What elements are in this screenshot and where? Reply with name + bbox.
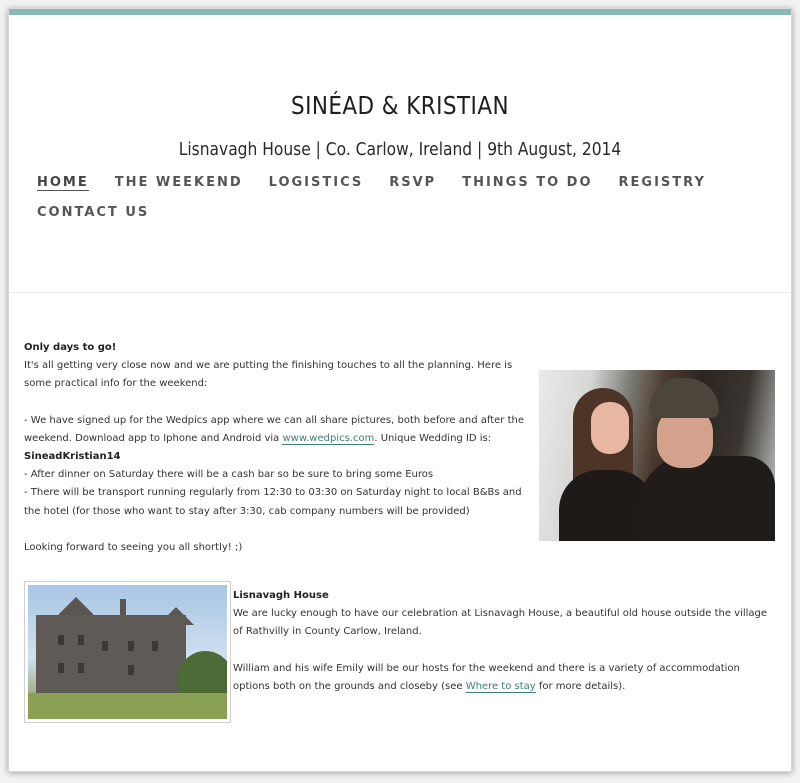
nav-things-to-do[interactable]: THINGS TO DO	[462, 175, 593, 190]
nav-contact-us[interactable]: CONTACT US	[37, 205, 150, 220]
closing-text: Looking forward to seeing you all shortly! ;)	[24, 541, 243, 553]
nav-the-weekend[interactable]: THE WEEKEND	[114, 175, 243, 190]
intro-section	[24, 339, 524, 557]
nav-home[interactable]: HOME	[37, 175, 89, 190]
intro-paragraph: It's all getting very close now and we are putting the finishing touches to all the planning. Here is some practical info for the weekend:	[24, 360, 513, 390]
site-title[interactable]: SINÉAD & KRISTIAN	[291, 91, 509, 120]
lisnavagh-paragraph-2: William and his wife Emily will be our hosts for the weekend and there is a variety of accommodation options both on the grounds and closeby (see Where to stay for more details).	[233, 662, 740, 692]
nav-registry[interactable]: REGISTRY	[618, 175, 706, 190]
nav-logistics[interactable]: LOGISTICS	[268, 175, 364, 190]
intro-heading: Only days to go!	[24, 342, 117, 353]
header-divider	[9, 292, 791, 293]
page	[8, 8, 792, 772]
wedpics-link[interactable]: www.wedpics.com	[282, 432, 375, 444]
where-to-stay-link[interactable]: Where to stay	[465, 680, 536, 692]
main-nav	[37, 175, 737, 235]
lisnavagh-heading: Lisnavagh House	[233, 590, 329, 601]
site-subtitle: Lisnavagh House | Co. Carlow, Ireland | 9th August, 2014	[178, 139, 622, 160]
nav-rsvp[interactable]: RSVP	[389, 175, 437, 190]
lisnavagh-house-photo	[24, 581, 231, 723]
lisnavagh-section	[233, 587, 778, 696]
lisnavagh-paragraph-1: We are lucky enough to have our celebration at Lisnavagh House, a beautiful old house outside the village of Rathvilly in County Carlow, Ireland.	[233, 608, 768, 638]
wedding-id: SineadKristian14	[24, 451, 121, 463]
accent-bar	[9, 9, 791, 15]
bullet-wedpics: - We have signed up for the Wedpics app where we can all share pictures, both before and after the weekend. Download app to Iphone and Android via www.wedpics.com. Unique Wedding ID is: SineadKristian14	[24, 414, 524, 463]
bullet-transport: - There will be transport running regularly from 12:30 to 03:30 on Saturday night to local B&Bs and the hotel (for those who want to stay after 3:30, cab company numbers will be provided)	[24, 487, 522, 517]
couple-photo	[539, 370, 775, 541]
bullet-cash-bar: - After dinner on Saturday there will be a cash bar so be sure to bring some Euros	[24, 469, 434, 481]
